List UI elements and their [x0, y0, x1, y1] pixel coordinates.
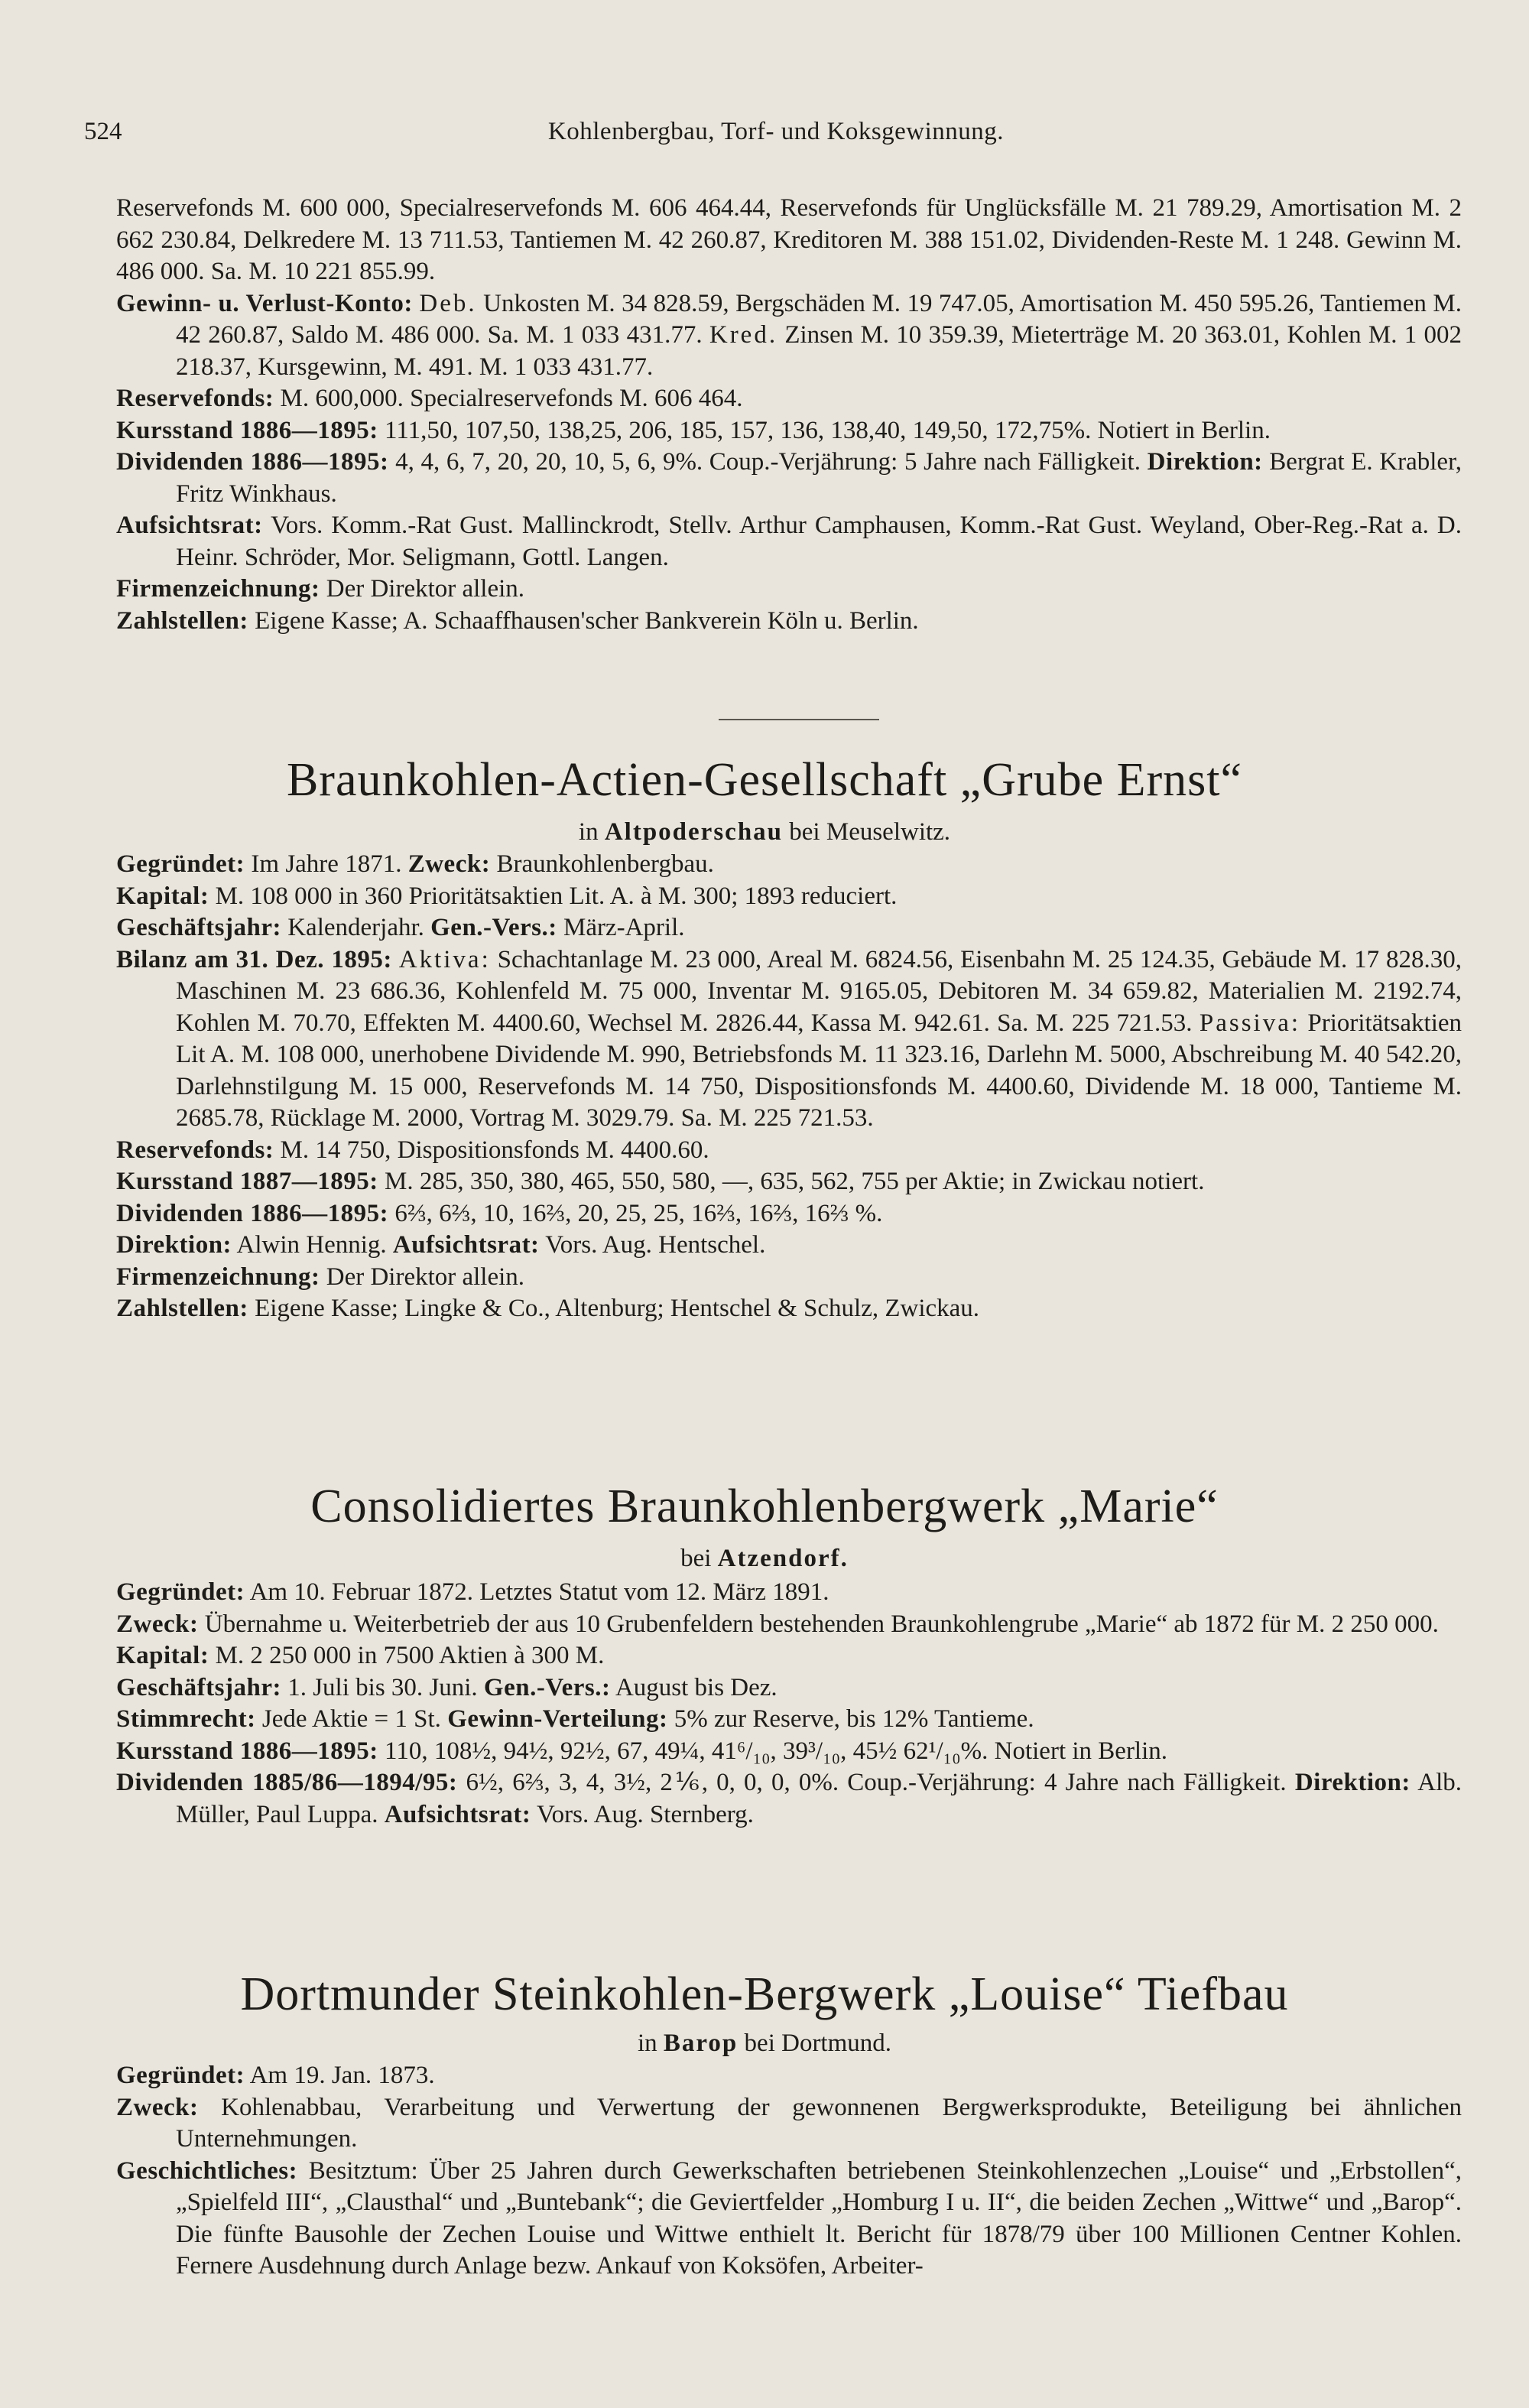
- aktiva-label: Aktiva:: [398, 945, 491, 973]
- section-continuation: [116, 193, 1462, 637]
- label: Firmenzeichnung:: [116, 1262, 320, 1291]
- label: Firmenzeichnung:: [116, 575, 320, 603]
- label: Zweck:: [116, 1610, 199, 1638]
- label: Kapital:: [116, 1642, 209, 1669]
- loc-pre: bei: [680, 1545, 712, 1572]
- value: Der Direktor allein.: [326, 575, 525, 603]
- label: Gegründet:: [116, 1578, 245, 1606]
- label: Reservefonds:: [116, 1136, 274, 1164]
- kursstand: [116, 1166, 1462, 1198]
- stimmrecht: [116, 1704, 1462, 1736]
- firmenzeichnung: [116, 574, 1462, 606]
- company-location: [0, 2028, 1529, 2059]
- value: Am 10. Februar 1872. Letztes Statut vom 12. März 1891.: [249, 1578, 829, 1606]
- label: Reservefonds:: [116, 385, 274, 412]
- debit-text: Unkosten M. 34 828.59, Bergschäden M. 19 747.05, Amortisation M. 450 595.26, Tantiemen M. 42 260.87, Saldo M. 486 000. Sa. M. 1 033 431.77.: [176, 289, 1462, 349]
- label: Zweck:: [407, 850, 491, 878]
- page-number: 524: [84, 118, 122, 145]
- loc-post: bei Dortmund.: [744, 2029, 892, 2057]
- zweck: [116, 2092, 1462, 2156]
- bilanz: [116, 944, 1462, 1135]
- direktion: [116, 1230, 1462, 1262]
- value: Eigene Kasse; Lingke & Co., Altenburg; Hentschel & Schulz, Zwickau.: [255, 1295, 980, 1322]
- kapital: [116, 881, 1462, 913]
- value: Am 19. Jan. 1873.: [249, 2062, 435, 2089]
- label: Aufsichtsrat:: [384, 1800, 531, 1828]
- loc-place: Altpoderschau: [604, 818, 784, 846]
- value: 110, 108½, 94½, 92½, 67, 49¼, 41⁶/₁₀, 39³/₁₀, 45½ 62¹/₁₀%. Notiert in Berlin.: [385, 1737, 1168, 1765]
- debit-label: Deb.: [419, 289, 477, 317]
- value: 5% zur Reserve, bis 12% Tantieme.: [674, 1705, 1034, 1733]
- value: Vors. Aug. Hentschel.: [545, 1231, 766, 1259]
- section-grube-ernst: [116, 849, 1462, 1325]
- loc-pre: in: [578, 818, 599, 846]
- value: Bergrat E. Krabler, Fritz Winkhaus.: [176, 448, 1462, 508]
- value: Alb. Müller, Paul Luppa.: [176, 1769, 1462, 1828]
- dividenden: [116, 447, 1462, 510]
- value: 111,50, 107,50, 138,25, 206, 185, 157, 136, 138,40, 149,50, 172,75%. Notiert in Berlin.: [385, 416, 1271, 444]
- label: Geschichtliches:: [116, 2156, 298, 2185]
- balance-text: Reservefonds M. 600 000, Specialreservefonds M. 606 464.44, Reservefonds für Unglücksfälle M. 21 789.29, Amortisation M. 2 662 230.84, Delkredere M. 13 711.53, Tantiemen M. 42 260.87, Kreditoren M. 388 151.02, Dividenden-Reste M. 1 248. Gewinn M. 486 000. Sa. M. 10 221 855.99.: [116, 194, 1462, 285]
- company-location: [0, 1543, 1529, 1574]
- passiva-label: Passiva:: [1199, 1009, 1301, 1037]
- value: August bis Dez.: [615, 1673, 777, 1701]
- label: Geschäftsjahr:: [116, 1673, 281, 1701]
- value: M. 2 250 000 in 7500 Aktien à 300 M.: [215, 1642, 605, 1669]
- label: Zweck:: [116, 2093, 199, 2121]
- label: Gewinn- u. Verlust-Konto:: [116, 289, 413, 317]
- gegruendet: [116, 849, 1462, 881]
- value: M. 600,000. Specialreservefonds M. 606 464.: [280, 385, 743, 412]
- value: M. 108 000 in 360 Prioritätsaktien Lit. A. à M. 300; 1893 reduciert.: [215, 882, 898, 910]
- value: März-April.: [563, 914, 685, 941]
- value: Übernahme u. Weiterbetrieb der aus 10 Grubenfeldern bestehenden Braunkohlengrube „Marie“ ab 1872 für M. 2 250 000.: [204, 1610, 1439, 1638]
- label: Aufsichtsrat:: [392, 1231, 540, 1259]
- zahlstellen: [116, 1293, 1462, 1325]
- value: Alwin Hennig.: [236, 1231, 387, 1259]
- value: Kohlenabbau, Verarbeitung und Verwertung der gewonnenen Bergwerksprodukte, Beteiligung bei ähnlichen Unternehmungen.: [176, 2093, 1462, 2153]
- label: Stimmrecht:: [116, 1705, 256, 1733]
- label: Dividenden 1886—1895:: [116, 1199, 389, 1227]
- kapital: [116, 1640, 1462, 1672]
- value: Kalenderjahr.: [287, 914, 424, 941]
- label: Direktion:: [1294, 1769, 1411, 1796]
- value: Besitztum: Über 25 Jahren durch Gewerkschaften betriebenen Steinkohlenzechen „Louise“ und „Erbstollen“, „Spielfeld III“, „Clausthal“ und „Buntebank“; die Geviertfelder „Homburg I u. II“, die beiden Zechen „Wittwe“ und „Barop“. Die fünfte Bausohle der Zechen Louise und Wittwe enthielt lt. Bericht für 1878/79 über 100 Millionen Centner Kohlen. Fernere Ausdehnung durch Anlage bezw. Ankauf von Koksöfen, Arbeiter-: [176, 2156, 1462, 2280]
- label: Bilanz am 31. Dez. 1895:: [116, 945, 392, 973]
- aufsichtsrat: [116, 510, 1462, 574]
- company-title-marie: Consolidiertes Braunkohlenbergwerk „Marie“: [310, 1480, 1219, 1532]
- value: 6½, 6⅔, 3, 4, 3½, 2⅙, 0, 0, 0, 0%. Coup.-Verjährung: 4 Jahre nach Fälligkeit.: [466, 1769, 1287, 1796]
- value: Der Direktor allein.: [326, 1262, 525, 1291]
- label: Kursstand 1886—1895:: [116, 416, 378, 444]
- company-location: [0, 817, 1529, 847]
- value: 4, 4, 6, 7, 20, 20, 10, 5, 6, 9%. Coup.-Verjährung: 5 Jahre nach Fälligkeit.: [395, 448, 1141, 476]
- section-marie: [116, 1577, 1462, 1831]
- dividenden: [116, 1767, 1462, 1831]
- value: Vors. Aug. Sternberg.: [537, 1800, 754, 1828]
- label: Kursstand 1887—1895:: [116, 1168, 378, 1195]
- kursstand: [116, 415, 1462, 447]
- label: Gen.-Vers.:: [483, 1673, 611, 1701]
- company-title-grube-ernst: Braunkohlen-Actien-Gesellschaft „Grube Ernst“: [286, 754, 1243, 806]
- label: Dividenden 1885/86—1894/95:: [116, 1769, 458, 1796]
- value: 1. Juli bis 30. Juni.: [287, 1673, 478, 1701]
- value: Eigene Kasse; A. Schaaffhausen'scher Bankverein Köln u. Berlin.: [255, 606, 919, 635]
- label: Geschäftsjahr:: [116, 914, 281, 941]
- gegruendet: [116, 2060, 1462, 2092]
- label: Zahlstellen:: [116, 606, 248, 635]
- loc-post: bei Meuselwitz.: [789, 818, 951, 846]
- balance-continuation: [57, 193, 1462, 288]
- running-title: Kohlenbergbau, Torf- und Koksgewinnung.: [547, 118, 1005, 145]
- value: Im Jahre 1871.: [251, 850, 402, 878]
- loc-pre: in: [637, 2029, 657, 2057]
- geschichtliches: [116, 2156, 1462, 2283]
- value: 6⅔, 6⅔, 10, 16⅔, 20, 25, 25, 16⅔, 16⅔, 16⅔ %.: [394, 1199, 883, 1227]
- label: Direktion:: [1147, 448, 1263, 476]
- loc-place: Barop: [663, 2029, 739, 2057]
- value: Jede Aktie = 1 St.: [261, 1705, 441, 1733]
- zahlstellen: [116, 606, 1462, 638]
- label: Dividenden 1886—1895:: [116, 448, 389, 476]
- credit-text: Zinsen M. 10 359.39, Mieterträge M. 20 363.01, Kohlen M. 1 002 218.37, Kursgewinn, M. 491. M. 1 033 431.77.: [176, 321, 1462, 381]
- label: Aufsichtsrat:: [116, 512, 263, 539]
- label: Gewinn-Verteilung:: [447, 1705, 668, 1733]
- label: Zahlstellen:: [116, 1295, 248, 1322]
- section-louise: [116, 2060, 1462, 2283]
- kursstand: [116, 1736, 1462, 1768]
- gegruendet: [116, 1577, 1462, 1609]
- dividenden: [116, 1198, 1462, 1230]
- divider: [719, 719, 879, 720]
- passiva-text: Prioritätsaktien Lit A. M. 108 000, unerhobene Dividende M. 990, Betriebsfonds M. 11 323.16, Darlehn M. 5000, Abschreibung M. 40 542.20, Darlehnstilgung M. 15 000, Reservefonds M. 14 750, Dispositionsfonds M. 4400.60, Dividende M. 18 000, Tantieme M. 2685.78, Rücklage M. 2000, Vortrag M. 3029.79. Sa. M. 225 721.53.: [176, 1009, 1462, 1132]
- label: Gegründet:: [116, 2062, 245, 2089]
- loc-place: Atzendorf.: [717, 1545, 849, 1572]
- label: Gegründet:: [116, 850, 245, 878]
- company-title-louise: Dortmunder Steinkohlen-Bergwerk „Louise“ Tiefbau: [240, 1968, 1289, 2020]
- label: Direktion:: [116, 1231, 232, 1259]
- geschaeftsjahr: [116, 912, 1462, 944]
- reservefonds: [116, 383, 1462, 415]
- value: Vors. Komm.-Rat Gust. Mallinckrodt, Stellv. Arthur Camphausen, Komm.-Rat Gust. Weyland, Ober-Reg.-Rat a. D. Heinr. Schröder, Mor. Seligmann, Gottl. Langen.: [176, 512, 1462, 571]
- firmenzeichnung: [116, 1262, 1462, 1294]
- value: M. 14 750, Dispositionsfonds M. 4400.60.: [280, 1136, 709, 1164]
- geschaeftsjahr: [116, 1672, 1462, 1704]
- aktiva-text: Schachtanlage M. 23 000, Areal M. 6824.56, Eisenbahn M. 25 124.35, Gebäude M. 17 828.30, Maschinen M. 23 686.36, Kohlenfeld M. 75 000, Inventar M. 9165.05, Debitoren M. 34 659.82, Materialien M. 2192.74, Kohlen M. 70.70, Effekten M. 4400.60, Wechsel M. 2826.44, Kassa M. 942.61. Sa. M. 225 721.53.: [176, 945, 1462, 1037]
- label: Kursstand 1886—1895:: [116, 1737, 378, 1765]
- label: Gen.-Vers.:: [430, 914, 557, 941]
- label: Kapital:: [116, 882, 209, 910]
- value: M. 285, 350, 380, 465, 550, 580, —, 635, 562, 755 per Aktie; in Zwickau notiert.: [385, 1168, 1205, 1195]
- zweck: [116, 1609, 1462, 1641]
- credit-label: Kred.: [709, 321, 778, 349]
- gewinn-verlust-konto: [116, 288, 1462, 384]
- reservefonds: [116, 1135, 1462, 1167]
- value: Braunkohlenbergbau.: [496, 850, 714, 878]
